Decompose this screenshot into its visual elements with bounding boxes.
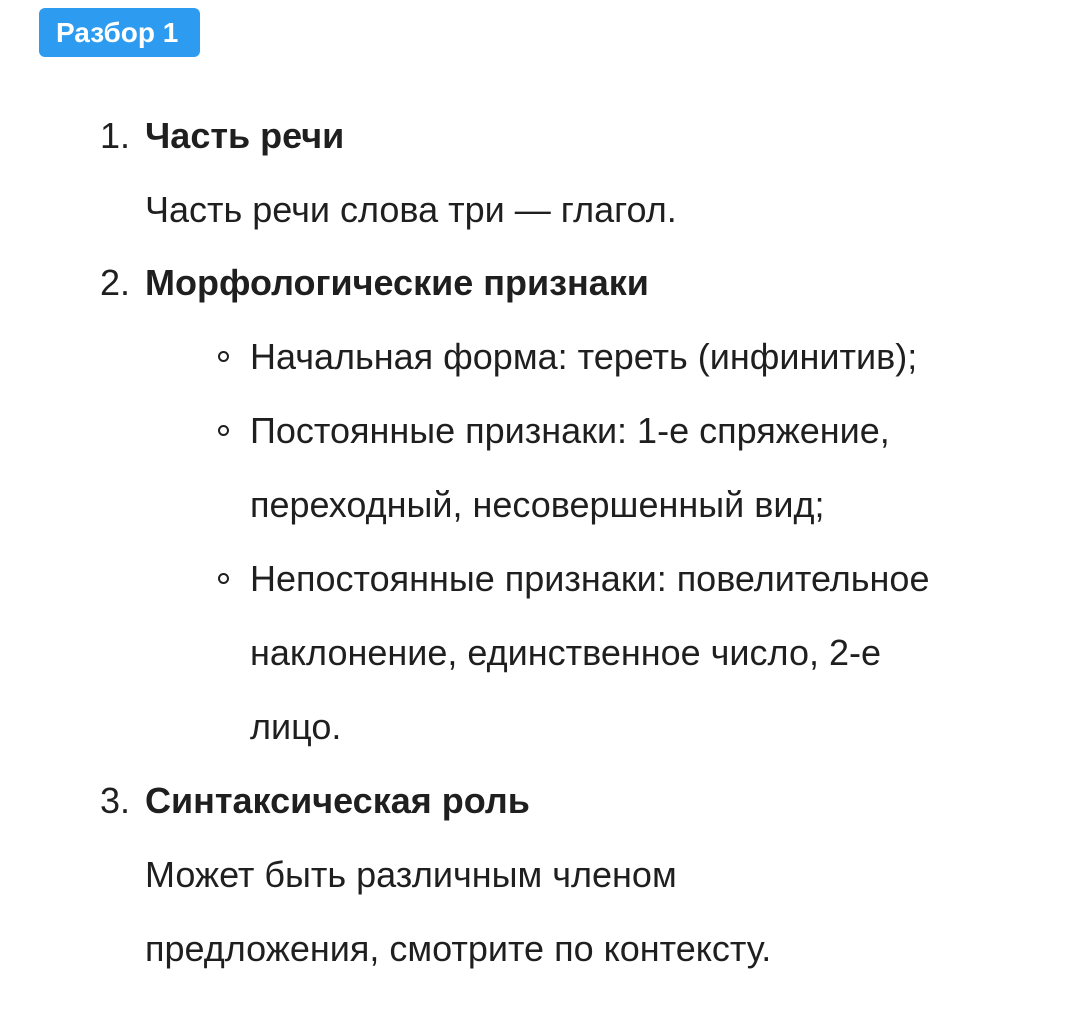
section-text-line: предложения, смотрите по контексту. <box>145 928 772 969</box>
list-number-1: 1. <box>100 115 131 156</box>
bullet-text-line: наклонение, единственное число, 2-е <box>250 632 882 673</box>
bullet-text-line: Постоянные признаки: 1-е спряжение, <box>250 410 890 451</box>
bullet-circle-icon <box>218 425 229 436</box>
section-title-morphology: Морфологические признаки <box>145 262 649 303</box>
bullet-text-line: Начальная форма: тереть (инфинитив); <box>250 336 918 377</box>
bullet-circle-icon <box>218 351 229 362</box>
analysis-badge: Разбор 1 <box>39 8 200 57</box>
bullet-circle-icon <box>218 573 229 584</box>
section-title-syntactic-role: Синтаксическая роль <box>145 780 530 821</box>
bullet-text-line: лицо. <box>250 706 342 747</box>
section-text-line: Может быть различным членом <box>145 854 677 895</box>
list-number-2: 2. <box>100 262 131 303</box>
section-title-part-of-speech: Часть речи <box>145 115 345 156</box>
bullet-text-line: Непостоянные признаки: повелительное <box>250 558 930 599</box>
list-number-3: 3. <box>100 780 131 821</box>
section-text-line: Часть речи слова три — глагол. <box>145 189 677 230</box>
bullet-text-line: переходный, несовершенный вид; <box>250 484 825 525</box>
